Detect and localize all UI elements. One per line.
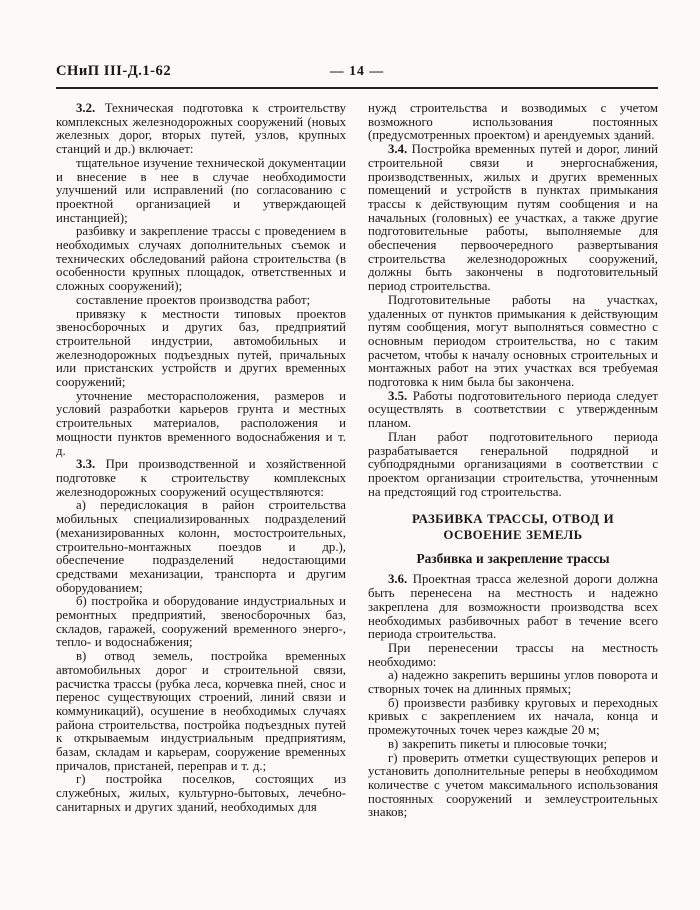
paragraph: 3.2. Техническая подготовка к строительству комплексных железнодорожных сооружений (новых железных дорог, вторых путей, узлов, крупных станций и др.) включает: xyxy=(56,101,346,157)
clause-number: 3.2. xyxy=(76,101,105,115)
two-column-text-block xyxy=(56,89,658,820)
paragraph: привязку к местности типовых проектов звеносборочных и других баз, предприятий строительной индустрии, автомобильных и железнодорожных подъездных путей, причальных или пристанских устройств и других временных сооружений; xyxy=(56,306,346,390)
paragraph: 3.6. Проектная трасса железной дороги должна быть перенесена на местность и надежно закреплена для возможности производства всех необходимых разбивочных работ в течение всего периода строительства. xyxy=(368,572,658,642)
paragraph: б) постройка и оборудование индустриальных и ремонтных предприятий, звеносборочных баз, складов, гаражей, сооружений временного энерго-, тепло- и водоснабжения; xyxy=(56,594,346,650)
paragraph: 3.4. Постройка временных путей и дорог, линий строительной связи и энергоснабжения, производственных, жилых и других временных помещений и устройств в пунктах примыкания трассы к действующим путям сообщения и на начальных (головных) ее участках, а также другие подготовительные работы, выполняемые для обеспечения первоочередного развертывания строительства железнодорожных сооружений, должны быть закончены в подготовительный период строительства. xyxy=(368,142,658,294)
paragraph: 3.3. При производственной и хозяйственной подготовке к строительству комплексных железнодорожных сооружений осуществляются: xyxy=(56,457,346,499)
paragraph: 3.5. Работы подготовительного периода следует осуществлять в соответствии с утвержденным планом. xyxy=(368,388,658,431)
paragraph: План работ подготовительного периода разрабатывается генеральной подрядной и субподрядными организациями в соответствии с проектом организации строительства, уточненным на предстоящий год строительства. xyxy=(368,429,658,499)
left-column xyxy=(56,102,346,820)
paragraph: в) отвод земель, постройка временных автомобильных дорог и строительной связи, расчистка трассы (рубка леса, корчевка пней, снос и перенос существующих строений, линий связи и коммуникаций), осушение в необходимых случаях района строительства, постройка подъездных путей к открываемым индустриальным предприятиям, базам, складам и карьерам, сооружение временных причалов, пристаней, переправ и т. д.; xyxy=(56,649,346,773)
document-code: СНиП III-Д.1-62 xyxy=(56,63,172,79)
paragraph: Подготовительные работы на участках, удаленных от пунктов примыкания к действующим путям сообщения, могут выполняться совместно с основным периодом строительства, но с таким расчетом, чтобы к началу основных строительных и монтажных работ на этих участках вся требуемая подготовка к ним была бы закончена. xyxy=(368,292,658,390)
page-header xyxy=(56,62,658,89)
paragraph: нужд строительства и возводимых с учетом возможного использования постоянных (предусмотренных проектом) и арендуемых зданий. xyxy=(368,101,658,143)
section-heading: РАЗБИВКА ТРАССЫ, ОТВОД И ОСВОЕНИЕ ЗЕМЕЛЬ xyxy=(411,512,615,542)
right-column xyxy=(368,102,658,820)
clause-number: 3.6. xyxy=(388,572,413,587)
paragraph: тщательное изучение технической документации и внесение в нее в случае необходимости улучшений или исправлений (по согласованию с проектной организацией и утверждающей инстанцией); xyxy=(56,155,346,225)
sub-heading: Разбивка и закрепление трассы xyxy=(416,551,610,567)
clause-number: 3.3. xyxy=(76,457,106,472)
page-number: — 14 — xyxy=(329,63,385,78)
paragraph: г) проверить отметки существующих реперов и установить дополнительные реперы в необходимом количестве с учетом максимального использования постоянных сооружений и землеустроительных знаков; xyxy=(368,750,658,820)
clause-number: 3.4. xyxy=(388,142,412,157)
paragraph: а) надежно закрепить вершины углов поворота и створных точек на длинных прямых; xyxy=(368,668,658,697)
paragraph: г) постройка поселков, состоящих из служебных, жилых, культурно-бытовых, лечебно-санитарных и других зданий, необходимых для xyxy=(56,772,346,814)
paragraph: разбивку и закрепление трассы с проведением в необходимых случаях дополнительных съемок и технических обследований района строительства (в особенности крупных площадок, ответственных и сложных сооружений); xyxy=(56,224,346,294)
paragraph: а) передислокация в район строительства мобильных специализированных подразделений (механизированных колонн, мостостроительных, строительно-монтажных поездов и др.), обеспечение подразделений недостающими средствами механизации, транспорта и другим оборудованием; xyxy=(56,498,346,595)
paragraph: в) закрепить пикеты и плюсовые точки; xyxy=(388,736,608,751)
paragraph: уточнение месторасположения, размеров и условий разработки карьеров грунта и местных строительных материалов, расположения и мощности пунктов временного водоснабжения и т. д. xyxy=(56,388,346,458)
paragraph: б) произвести разбивку круговых и переходных кривых с закреплением их начала, конца и промежуточных точек через каждые 20 м; xyxy=(368,695,658,738)
paragraph: составление проектов производства работ; xyxy=(76,292,311,307)
clause-number: 3.5. xyxy=(388,388,413,403)
paragraph: При перенесении трассы на местность необходимо: xyxy=(368,640,658,669)
